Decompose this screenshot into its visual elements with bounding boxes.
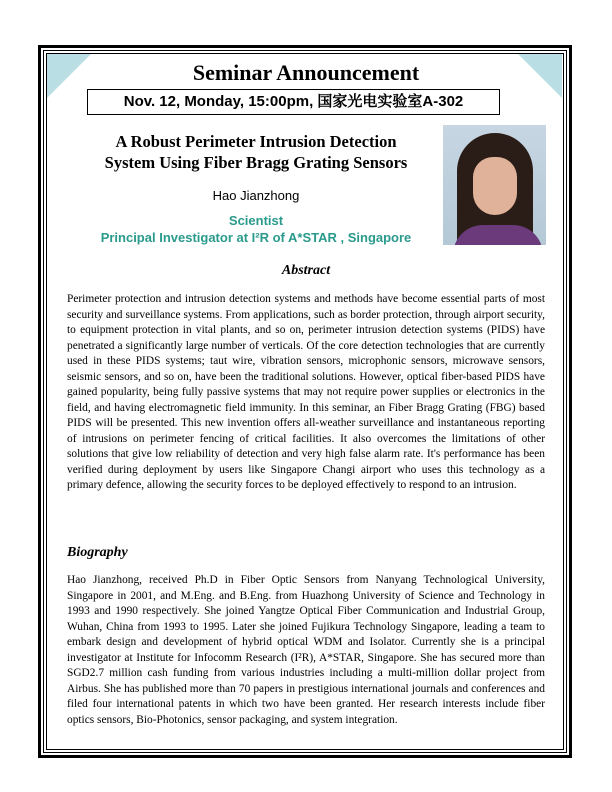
abstract-heading: Abstract xyxy=(281,263,331,278)
photo-face xyxy=(473,157,517,215)
speaker-photo xyxy=(443,125,546,245)
speaker-name: Hao Jianzhong xyxy=(212,188,300,203)
speaker-role xyxy=(66,212,446,246)
role-affiliation: Principal Investigator at I²R of A*STAR , Singapore xyxy=(100,230,412,245)
biography-heading: Biography xyxy=(67,545,128,560)
role-title: Scientist xyxy=(228,213,284,228)
biography-text: Hao Jianzhong, received Ph.D in Fiber Optic Sensors from Nanyang Technological University, Singapore in 2001, and M.Eng. and B.Eng. from Huazhong University of Science and Technology in 1993 and 1990 respectively. She joined Yangtze Optical Fiber Communication and Industrial Group, Wuhan, China from 1993 to 1995. Later she joined Fujikura Technology Singapore, leading a team to embark design and development of hybrid optical WDM and Isolator. Currently she is a principal investigator at Institute for Infocomm Research (I²R), A*STAR, Singapore. She has secured more than SGD2.7 million cash funding from various industries including a multi-million dollar project from Airbus. She has published more than 70 papers in prestigious international journals and conferences and filed four international patents in which two have been granted. Her research interests include fiber optics sensors, Bio-Photonics, sensor packaging, and system integration. xyxy=(67,574,545,726)
talk-title xyxy=(66,131,446,173)
talk-title-line-1: A Robust Perimeter Intrusion Detection xyxy=(115,132,397,151)
talk-title-line-2: System Using Fiber Bragg Grating Sensors xyxy=(104,153,408,172)
date-location-box: Nov. 12, Monday, 15:00pm, 国家光电实验室A-302 xyxy=(87,89,500,115)
abstract-text: Perimeter protection and intrusion detection systems and methods have become essential parts of most security and surveillance systems. From applications, such as border protection, through airport security, to equipment protection in vital plants, and so on, perimeter intrusion detection systems (PIDS) have penetrated a significantly large number of verticals. Of the core detection technologies that are currently used in these PIDS systems; taut wire, vibration sensors, microphonic sensors, microwave sensors, seismic sensors, and so on, have been the traditional solutions. However, optical fiber-based PIDS have gained popularity, being fully passive systems that may not require power supplies or electronics in the field, and having electromagnetic field immunity. In this seminar, an Fiber Bragg Grating (FBG) based PIDS will be presented. This new invention offers all-weather surveillance and instantaneous reporting of intrusions on perimeter fencing of critical facilities. It also overcomes the limitations of other solutions that give low reliability of detection and very high false alarm rate. It's performance has been verified during deployment by users like Singapore Changi airport who uses this technology as a primary defence, allowing the security forces to be deployed effectively to respond to an intrusion. xyxy=(67,293,545,491)
page-title: Seminar Announcement xyxy=(192,60,420,85)
